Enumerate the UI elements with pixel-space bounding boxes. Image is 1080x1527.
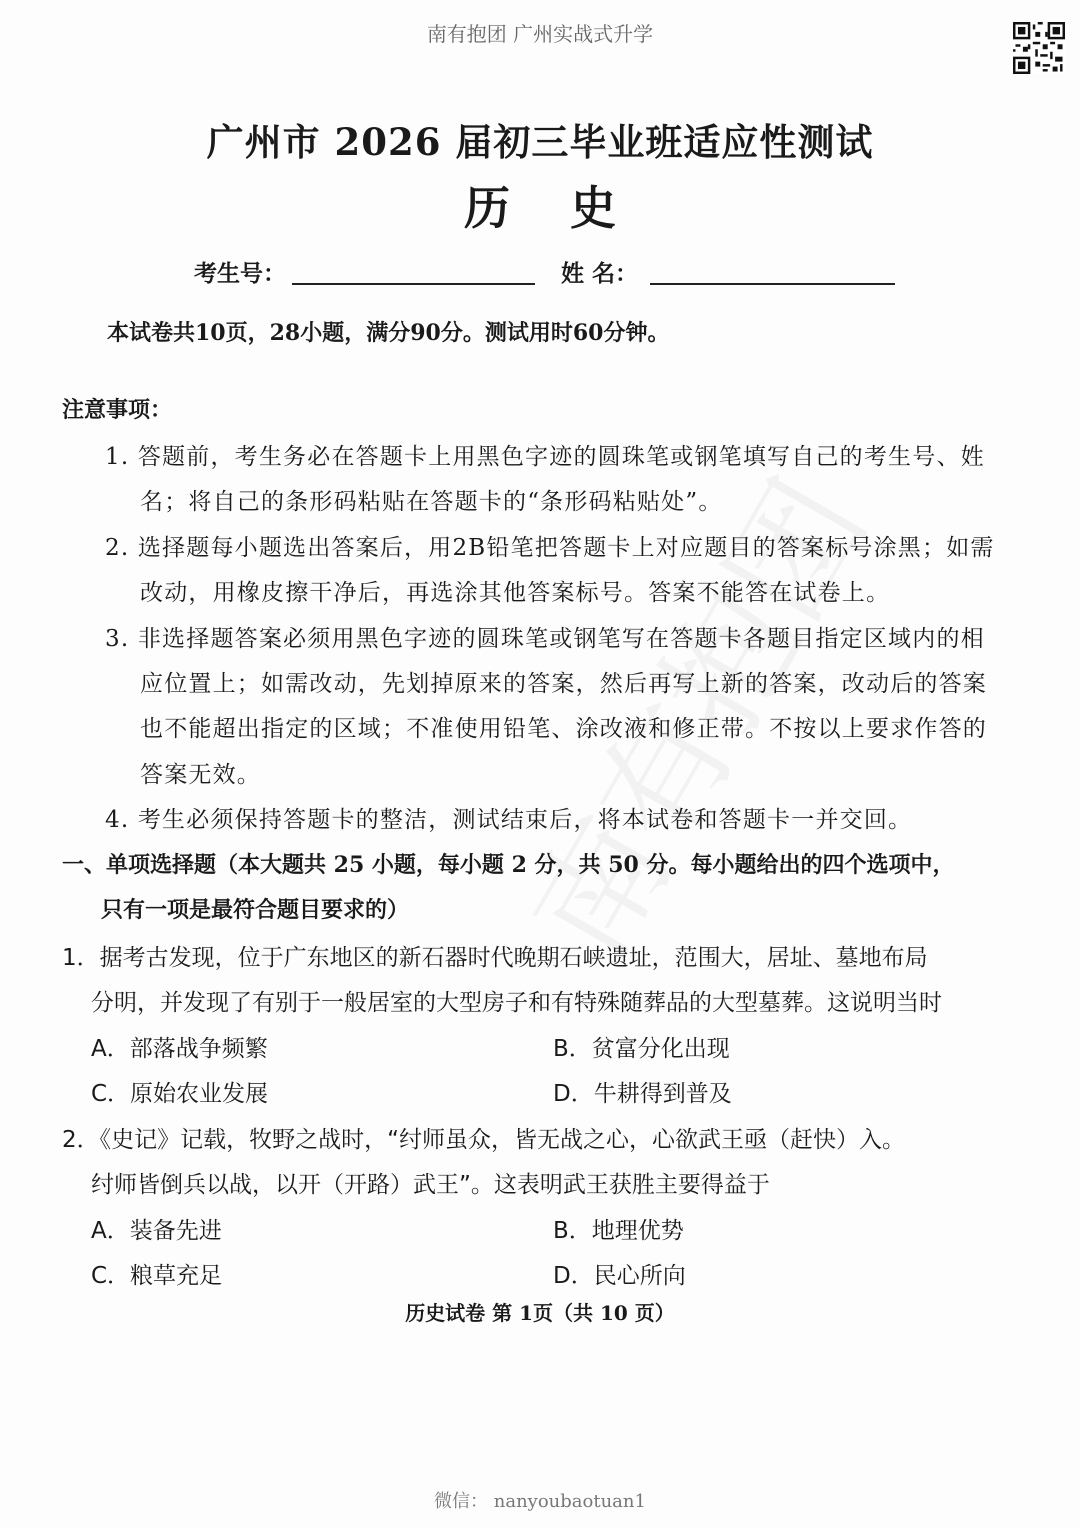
question-2-option-c: C．粮草充足	[91, 1263, 223, 1289]
student-no-label: 考生号：	[194, 260, 286, 287]
question-1-option-b: B．贫富分化出现	[553, 1036, 730, 1062]
student-no-field[interactable]	[292, 283, 535, 285]
question-2-option-a: A．装备先进	[91, 1218, 222, 1244]
question-2-option-b: B．地理优势	[553, 1218, 684, 1244]
note-line: 名；将自己的条形码粘贴在答题卡的“条形码粘贴处”。	[140, 489, 723, 515]
page-footer: 历史试卷 第 1页（共 10 页）	[405, 1301, 675, 1325]
qr-code-icon	[1013, 22, 1065, 74]
question-1-stem: 分明，并发现了有别于一般居室的大型房子和有特殊随葬品的大型墓葬。这说明当时	[91, 990, 942, 1016]
note-line: 3. 非选择题答案必须用黑色字迹的圆珠笔或钢笔写在答题卡各题目指定区域内的相	[105, 626, 985, 652]
note-line: 1. 答题前，考生务必在答题卡上用黑色字迹的圆珠笔或钢笔填写自己的考生号、姓	[105, 444, 985, 470]
note-line: 应位置上；如需改动，先划掉原来的答案，然后再写上新的答案，改动后的答案	[140, 671, 987, 697]
note-line: 2. 选择题每小题选出答案后，用2B铅笔把答题卡上对应题目的答案标号涂黑；如需	[105, 535, 995, 561]
section-heading-cont: 只有一项是最符合题目要求的）	[101, 897, 410, 923]
section-heading: 一、单项选择题（本大题共 25 小题，每小题 2 分，共 50 分。每小题给出的四个选项中，	[62, 852, 955, 878]
name-label: 姓 名：	[561, 260, 639, 287]
subject-title	[0, 172, 1080, 238]
question-1-option-d: D．牛耕得到普及	[553, 1081, 732, 1107]
name-field[interactable]	[650, 283, 895, 285]
subject-char: 历	[464, 181, 510, 235]
wechat-id: 微信： nanyoubaotuan1	[434, 1491, 646, 1512]
question-1-stem: 1．据考古发现，位于广东地区的新石器时代晚期石峡遗址，范围大，居址、墓地布局	[62, 945, 928, 971]
exam-summary: 本试卷共10页，28小题，满分90分。测试用时60分钟。	[107, 320, 670, 346]
note-line: 改动，用橡皮擦干净后，再选涂其他答案标号。答案不能答在试卷上。	[140, 580, 891, 606]
question-1-option-a: A．部落战争频繁	[91, 1036, 268, 1062]
exam-title: 广州市 2026 届初三毕业班适应性测试	[206, 120, 874, 164]
question-2-stem: 纣师皆倒兵以战，以开（开路）武王”。这表明武王获胜主要得益于	[91, 1172, 770, 1198]
question-1-option-c: C．原始农业发展	[91, 1081, 269, 1107]
subject-char: 史	[570, 181, 616, 235]
note-line: 4. 考生必须保持答题卡的整洁，测试结束后，将本试卷和答题卡一并交回。	[105, 807, 913, 833]
question-2-stem: 2．《史记》记载，牧野之战时，“纣师虽众，皆无战之心，心欲武王亟（赶快）入。	[62, 1127, 906, 1153]
note-line: 也不能超出指定的区域；不准使用铅笔、涂改液和修正带。不按以上要求作答的	[140, 716, 987, 742]
question-2-option-d: D．民心所向	[553, 1263, 686, 1289]
header-note: 南有抱团 广州实战式升学	[426, 22, 654, 46]
note-line: 答案无效。	[140, 762, 261, 788]
notes-title: 注意事项：	[62, 397, 173, 423]
